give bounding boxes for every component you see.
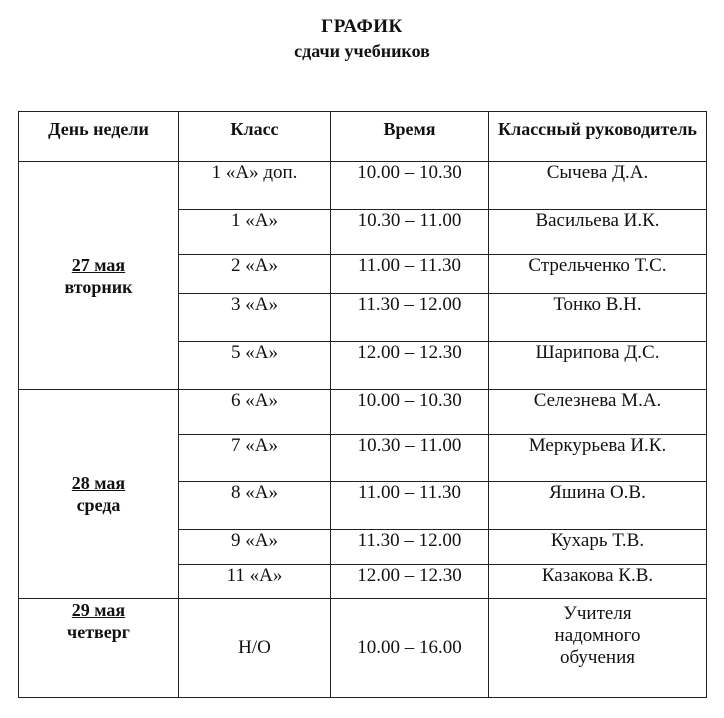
teacher-cell: Яшина О.В. bbox=[489, 482, 707, 530]
class-cell: 11 «А» bbox=[179, 565, 331, 599]
class-cell: 8 «А» bbox=[179, 482, 331, 530]
time-cell: 12.00 – 12.30 bbox=[331, 342, 489, 390]
header-teacher: Классный руководитель bbox=[489, 112, 707, 162]
class-cell: 7 «А» bbox=[179, 435, 331, 482]
teacher-cell: Селезнева М.А. bbox=[489, 390, 707, 435]
day-cell bbox=[19, 599, 179, 698]
time-cell: 11.00 – 11.30 bbox=[331, 482, 489, 530]
class-cell: 3 «А» bbox=[179, 294, 331, 342]
time-cell: 11.30 – 12.00 bbox=[331, 530, 489, 565]
class-cell: 1 «А» bbox=[179, 210, 331, 255]
class-cell: 9 «А» bbox=[179, 530, 331, 565]
class-cell: Н/О bbox=[179, 599, 331, 698]
document-subtitle: сдачи учебников bbox=[294, 41, 430, 61]
teacher-cell: Кухарь Т.В. bbox=[489, 530, 707, 565]
day-weekday: четверг bbox=[67, 622, 130, 642]
time-cell: 10.30 – 11.00 bbox=[331, 435, 489, 482]
teacher-cell: Меркурьева И.К. bbox=[489, 435, 707, 482]
day-cell bbox=[19, 390, 179, 599]
table-row bbox=[19, 390, 707, 435]
time-cell: 10.00 – 10.30 bbox=[331, 390, 489, 435]
table-row bbox=[19, 162, 707, 210]
day-weekday: вторник bbox=[64, 276, 133, 297]
header-time: Время bbox=[331, 112, 489, 162]
document-title: ГРАФИК bbox=[321, 16, 403, 37]
table-row bbox=[19, 599, 707, 698]
day-date: 28 мая bbox=[71, 473, 126, 493]
time-cell: 12.00 – 12.30 bbox=[331, 565, 489, 599]
teacher-cell: Тонко В.Н. bbox=[489, 294, 707, 342]
day-cell bbox=[19, 162, 179, 390]
teacher-cell: Шарипова Д.С. bbox=[489, 342, 707, 390]
teacher-text: Учителя надомного обучения bbox=[554, 603, 641, 668]
schedule-table bbox=[18, 111, 707, 698]
class-cell: 5 «А» bbox=[179, 342, 331, 390]
header-day: День недели bbox=[19, 112, 179, 162]
time-cell: 11.30 – 12.00 bbox=[331, 294, 489, 342]
time-cell: 10.30 – 11.00 bbox=[331, 210, 489, 255]
time-cell: 11.00 – 11.30 bbox=[331, 255, 489, 294]
day-weekday: среда bbox=[76, 495, 121, 515]
class-cell: 2 «А» bbox=[179, 255, 331, 294]
time-cell: 10.00 – 16.00 bbox=[331, 599, 489, 698]
teacher-cell: Сычева Д.А. bbox=[489, 162, 707, 210]
day-date: 27 мая bbox=[71, 254, 126, 275]
day-date: 29 мая bbox=[71, 600, 126, 620]
header-class: Класс bbox=[179, 112, 331, 162]
teacher-cell: Казакова К.В. bbox=[489, 565, 707, 599]
header-row bbox=[19, 112, 707, 162]
teacher-cell: Васильева И.К. bbox=[489, 210, 707, 255]
teacher-cell bbox=[489, 599, 707, 698]
time-cell: 10.00 – 10.30 bbox=[331, 162, 489, 210]
class-cell: 1 «А» доп. bbox=[179, 162, 331, 210]
teacher-cell: Стрельченко Т.С. bbox=[489, 255, 707, 294]
class-cell: 6 «А» bbox=[179, 390, 331, 435]
